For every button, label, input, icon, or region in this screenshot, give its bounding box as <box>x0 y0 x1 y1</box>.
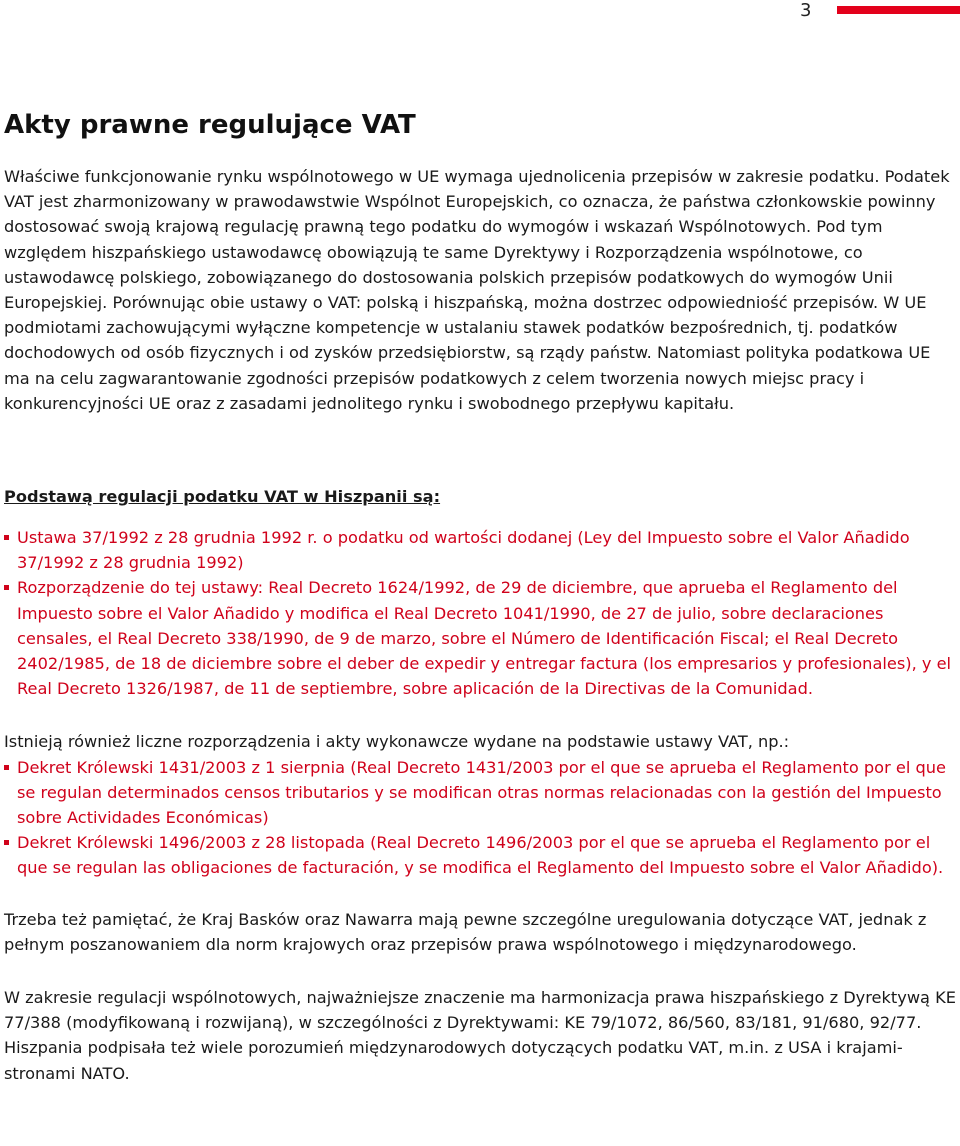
list-item <box>4 575 956 701</box>
executive-acts-intro: Istnieją również liczne rozporządzenia i akty wykonawcze wydane na podstawie ustawy VAT, np.: <box>4 732 790 752</box>
list-item <box>4 830 956 880</box>
document-body <box>4 108 956 1086</box>
intro-paragraph: Właściwe funkcjonowanie rynku wspólnotowego w UE wymaga ujednolicenia przepisów w zakresie podatku. Podatek VAT jest zharmonizowany w prawodawstwie Wspólnot Europejskich, co oznacza, że państwa członkowskie powinny dostosować swoją krajową regulację prawną tego podatku do wymogów i wskazań Wspólnotowych. Pod tym względem hiszpańskiego ustawodawcę obowiązują te same Dyrektywy i Rozporządzenia wspólnotowe, co ustawodawcę polskiego, zobowiązanego do dostosowania polskich przepisów podatkowych do wymogów Unii Europejskiej. Porównując obie ustawy o VAT: polską i hiszpańską, można dostrzec odpowiedniość przepisów. W UE podmiotami zachowującymi wyłączne kompetencje w ustalaniu stawek podatków bezpośrednich, tj. podatków dochodowych od osób fizycznych i od zysków przedsiębiorstw, są rządy państw. Natomiast polityka podatkowa UE ma na celu zagwarantowanie zgodności przepisów podatkowych z celem tworzenia nowych miejsc pracy i konkurencyjności UE oraz z zasadami jednolitego rynku i swobodnego przepływu kapitału. <box>4 167 950 413</box>
page-title: Akty prawne regulujące VAT <box>4 110 416 140</box>
community-regulations-paragraph: W zakresie regulacji wspólnotowych, najważniejsze znaczenie ma harmonizacja prawa hiszpańskiego z Dyrektywą KE 77/388 (modyfikowaną i rozwijaną), w szczególności z Dyrektywami: KE 79/1072, 86/560, 83/181, 91/680, 92/77. Hiszpania podpisała też wiele porozumień międzynarodowych dotyczących podatku VAT, m.in. z USA i krajami-stronami NATO. <box>4 988 956 1083</box>
list-item <box>4 755 956 831</box>
list-item-text: Dekret Królewski 1431/2003 z 1 sierpnia (Real Decreto 1431/2003 por el que se aprueba el Reglamento por el que se regulan determinados censos tributarios y se modifican otras normas relacionadas con la gestión del Impuesto sobre Actividades Económicas) <box>17 757 946 828</box>
square-bullet-icon <box>4 585 9 590</box>
square-bullet-icon <box>4 765 9 770</box>
page-number: 3 <box>800 0 812 21</box>
list-item <box>4 525 956 575</box>
list-item-text: Dekret Królewski 1496/2003 z 28 listopada (Real Decreto 1496/2003 por el que se aprueba el Reglamento por el que se regulan las obligaciones de facturación, y se modifica el Reglamento del Impuesto sobre el Valor Añadido). <box>17 833 944 878</box>
executive-acts-list <box>4 755 956 881</box>
spain-section-heading: Podstawą regulacji podatku VAT w Hiszpanii są: <box>4 487 441 507</box>
spain-regulations-list <box>4 525 956 701</box>
list-item-text: Rozporządzenie do tej ustawy: Real Decreto 1624/1992, de 29 de diciembre, que aprueba el Reglamento del Impuesto sobre el Valor Añadido y modifica el Real Decreto 1041/1990, de 27 de julio, sobre declaraciones censales, el Real Decreto 338/1990, de 9 de marzo, sobre el Número de Identificación Fiscal; el Real Decreto 2402/1985, de 18 de diciembre sobre el deber de expedir y entregar factura (los empresarios y profesionales), y el Real Decreto 1326/1987, de 11 de septiembre, sobre aplicación de la Directivas de la Comunidad. <box>17 578 952 699</box>
header-accent-bar <box>837 6 960 14</box>
square-bullet-icon <box>4 535 9 540</box>
basque-navarre-paragraph: Trzeba też pamiętać, że Kraj Basków oraz Nawarra mają pewne szczególne uregulowania dotyczące VAT, jednak z pełnym poszanowaniem dla norm krajowych oraz przepisów prawa wspólnotowego i międzynarodowego. <box>4 909 927 954</box>
list-item-text: Ustawa 37/1992 z 28 grudnia 1992 r. o podatku od wartości dodanej (Ley del Impuesto sobre el Valor Añadido 37/1992 z 28 grudnia 1992) <box>17 528 910 573</box>
square-bullet-icon <box>4 840 9 845</box>
